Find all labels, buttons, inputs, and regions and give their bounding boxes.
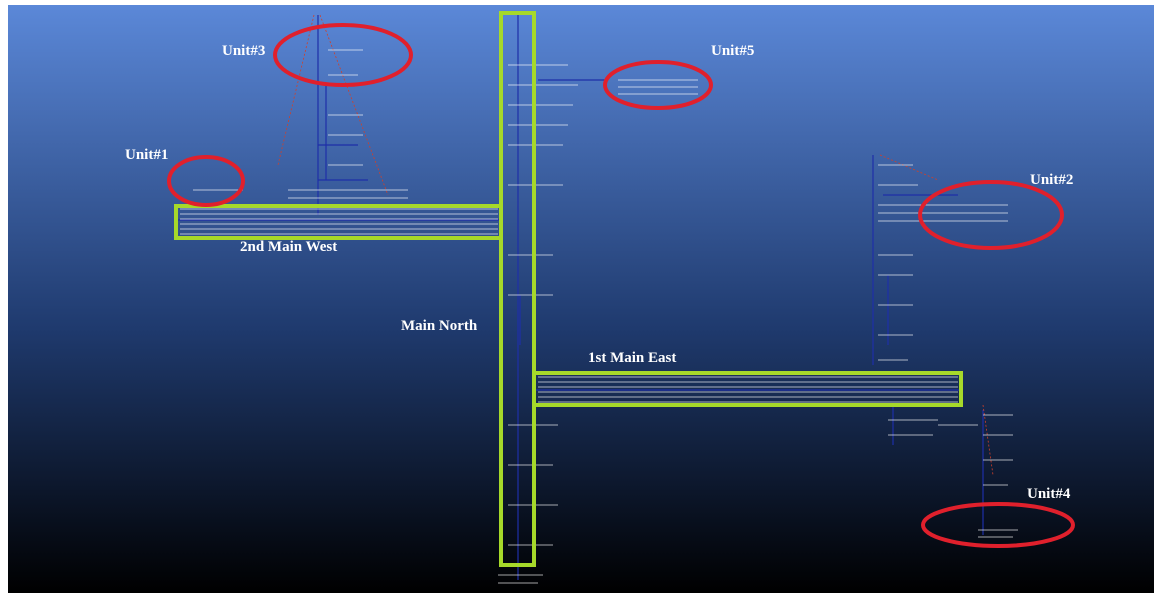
mine-network-diagram: [8, 5, 1154, 593]
main-north-label: Main North: [401, 318, 478, 334]
unit2-label: Unit#2: [1030, 172, 1074, 188]
mine-network-canvas: [8, 5, 1154, 593]
unit3-label: Unit#3: [222, 43, 266, 59]
first-main-east-label: 1st Main East: [588, 350, 677, 366]
unit1-label: Unit#1: [125, 147, 169, 163]
unit4-label: Unit#4: [1027, 486, 1071, 502]
second-main-west-label: 2nd Main West: [240, 239, 338, 255]
unit5-label: Unit#5: [711, 43, 755, 59]
